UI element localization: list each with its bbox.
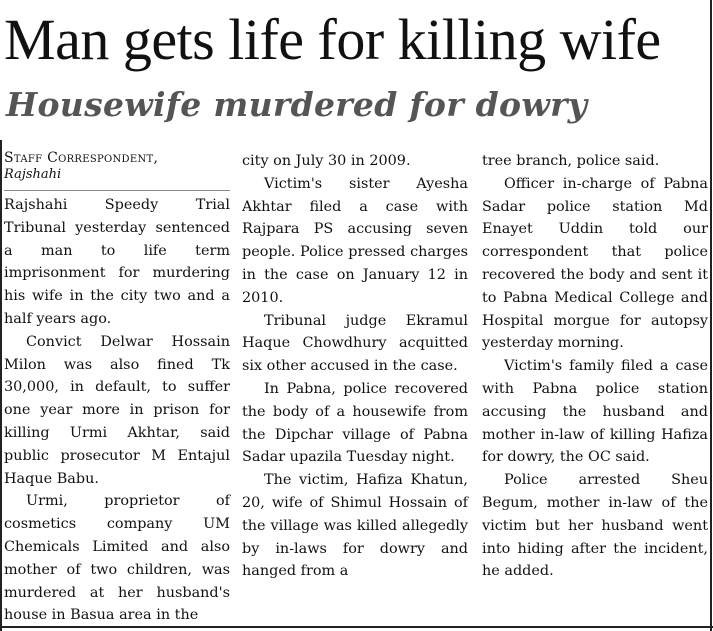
subheadline: Housewife murdered for dowry [6,85,588,124]
article-column-1 [4,150,230,627]
paragraph: Rajshahi Speedy Trial Tribunal yesterday sentenced a man to life term imprisonment for murdering his wife in the city two and a half years ago. [4,197,230,327]
paragraph: Officer in-charge of Pabna Sadar police station Md Enayet Uddin told our correspondent that police recovered the body and sent it to Pabna Medical College and Hospital morgue for autopsy yesterday morning. [482,175,708,352]
left-border [0,140,2,631]
article-column-2 [242,150,468,583]
byline-location: Rajshahi [4,167,62,182]
byline-divider [4,190,230,191]
paragraph: The victim, Hafiza Khatun, 20, wife of Shimul Hossain of the village was killed allegedly by in-laws for dowry and hanged from a [242,472,468,580]
paragraph: Convict Delwar Hossain Milon was also fined Tk 30,000, in default, to suffer one year more in prison for killing Urmi Akhtar, said public prosecutor M Entajul Haque Babu. [4,333,230,487]
article-column-3 [482,150,708,583]
right-border [710,0,712,631]
paragraph: Urmi, proprietor of cosmetics company UM Chemicals Limited and also mother of two children, was murdered at her husband's house in Basua area in the [4,493,230,624]
paragraph: Tribunal judge Ekramul Haque Chowdhury acquitted six other accused in the case. [242,312,468,375]
paragraph: Police arrested Sheu Begum, mother in-law of the victim but her husband went into hiding after the incident, he added. [482,472,708,580]
byline [4,150,230,191]
paragraph: Victim's sister Ayesha Akhtar filed a case with Rajpara PS accusing seven people. Police pressed charges in the case on January 12 in 2010. [242,175,468,306]
paragraph: city on July 30 in 2009. [242,153,411,169]
paragraph: Victim's family filed a case with Pabna police station accusing the husband and mother in-law of killing Hafiza for dowry, the OC said. [482,358,708,466]
headline: Man gets life for killing wife [4,7,661,72]
paragraph: tree branch, police said. [482,153,660,169]
paragraph: In Pabna, police recovered the body of a housewife from the Dipchar village of Pabna Sadar upazila Tuesday night. [242,380,468,466]
byline-name: Staff Correspondent, [4,150,159,166]
